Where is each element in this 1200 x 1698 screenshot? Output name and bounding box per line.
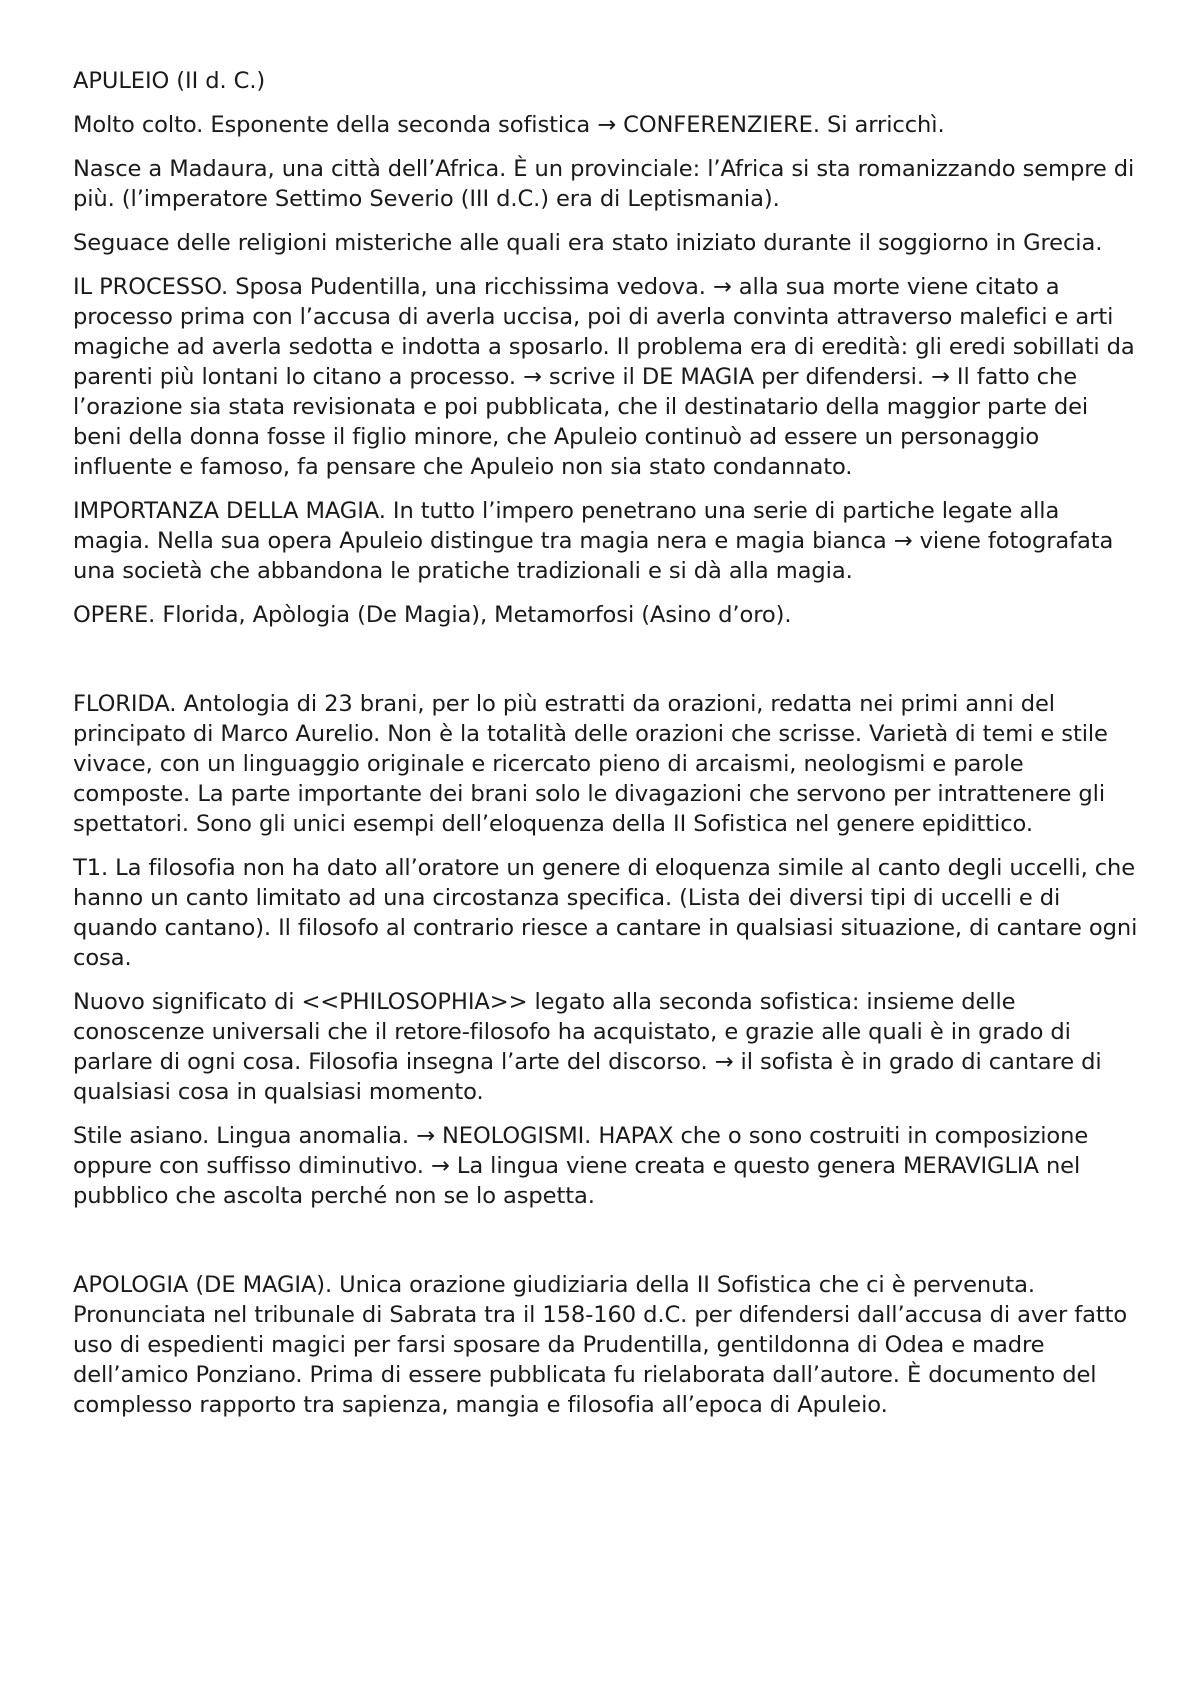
document-title: APULEIO (II d. C.) — [73, 68, 266, 94]
paragraph-opere: OPERE. Florida, Apòlogia (De Magia), Metamorfosi (Asino d’oro). — [73, 602, 792, 628]
paragraph-intro: Molto colto. Esponente della seconda sofistica → CONFERENZIERE. Si arricchì. — [73, 112, 945, 138]
paragraph-stile: Stile asiano. Lingua anomalia. → NEOLOGISMI. HAPAX che o sono costruiti in composizione oppure con suffisso diminutivo. → La lingua viene creata e questo genera MERAVIGLIA nel pubblico che ascolta perché non se lo aspetta. — [73, 1123, 1089, 1209]
paragraph-philosophia: Nuovo significato di <<PHILOSOPHIA>> legato alla seconda sofistica: insieme delle conoscenze universali che il retore-filosofo ha acquistato, e grazie alle quali è in grado di parlare di ogni cosa. Filosofia insegna l’arte del discorso. → il sofista è in grado di cantare di qualsiasi cosa in qualsiasi momento. — [73, 989, 1102, 1105]
paragraph-processo: IL PROCESSO. Sposa Pudentilla, una ricchissima vedova. → alla sua morte viene citato a processo prima con l’accusa di averla uccisa, poi di averla convinta attraverso malefici e arti magiche ad averla sedotta e indotta a sposarlo. Il problema era di eredità: gli eredi sobillati da parenti più lontani lo citano a processo. → scrive il DE MAGIA per difendersi. → Il fatto che l’orazione sia stata revisionata e poi pubblicata, che il destinatario della maggior parte dei beni della donna fosse il figlio minore, che Apuleio continuò ad essere un personaggio influente e famoso, fa pensare che Apuleio non sia stato condannato. — [73, 274, 1135, 480]
section-spacer — [73, 644, 1143, 689]
section-spacer — [73, 1225, 1143, 1270]
paragraph-origins: Nasce a Madaura, una città dell’Africa. È un provinciale: l’Africa si sta romanizzando sempre di più. (l’imperatore Settimo Severio (III d.C.) era di Leptismania). — [73, 156, 1135, 212]
paragraph-religion: Seguace delle religioni misteriche alle quali era stato iniziato durante il soggiorno in Grecia. — [73, 230, 1103, 256]
paragraph-apologia: APOLOGIA (DE MAGIA). Unica orazione giudiziaria della II Sofistica che ci è pervenuta. Pronunciata nel tribunale di Sabrata tra il 158-160 d.C. per difendersi dall’accusa di aver fatto uso di espedienti magici per farsi sposare da Prudentilla, gentildonna di Odea e madre dell’amico Ponziano. Prima di essere pubblicata fu rielaborata dall’autore. È documento del complesso rapporto tra sapienza, mangia e filosofia all’epoca di Apuleio. — [73, 1272, 1128, 1418]
paragraph-magia: IMPORTANZA DELLA MAGIA. In tutto l’impero penetrano una serie di partiche legate alla magia. Nella sua opera Apuleio distingue tra magia nera e magia bianca → viene fotografata una società che abbandona le pratiche tradizionali e si dà alla magia. — [73, 498, 1114, 584]
document-page — [73, 66, 1143, 1434]
paragraph-t1: T1. La filosofia non ha dato all’oratore un genere di eloquenza simile al canto degli uccelli, che hanno un canto limitato ad una circostanza specifica. (Lista dei diversi tipi di uccelli e di quando cantano). Il filosofo al contrario riesce a cantare in qualsiasi situazione, di cantare ogni cosa. — [73, 855, 1138, 971]
paragraph-florida: FLORIDA. Antologia di 23 brani, per lo più estratti da orazioni, redatta nei primi anni del principato di Marco Aurelio. Non è la totalità delle orazioni che scrisse. Varietà di temi e stile vivace, con un linguaggio originale e ricercato pieno di arcaismi, neologismi e parole composte. La parte importante dei brani solo le divagazioni che servono per intrattenere gli spettatori. Sono gli unici esempi dell’eloquenza della II Sofistica nel genere epidittico. — [73, 691, 1108, 837]
